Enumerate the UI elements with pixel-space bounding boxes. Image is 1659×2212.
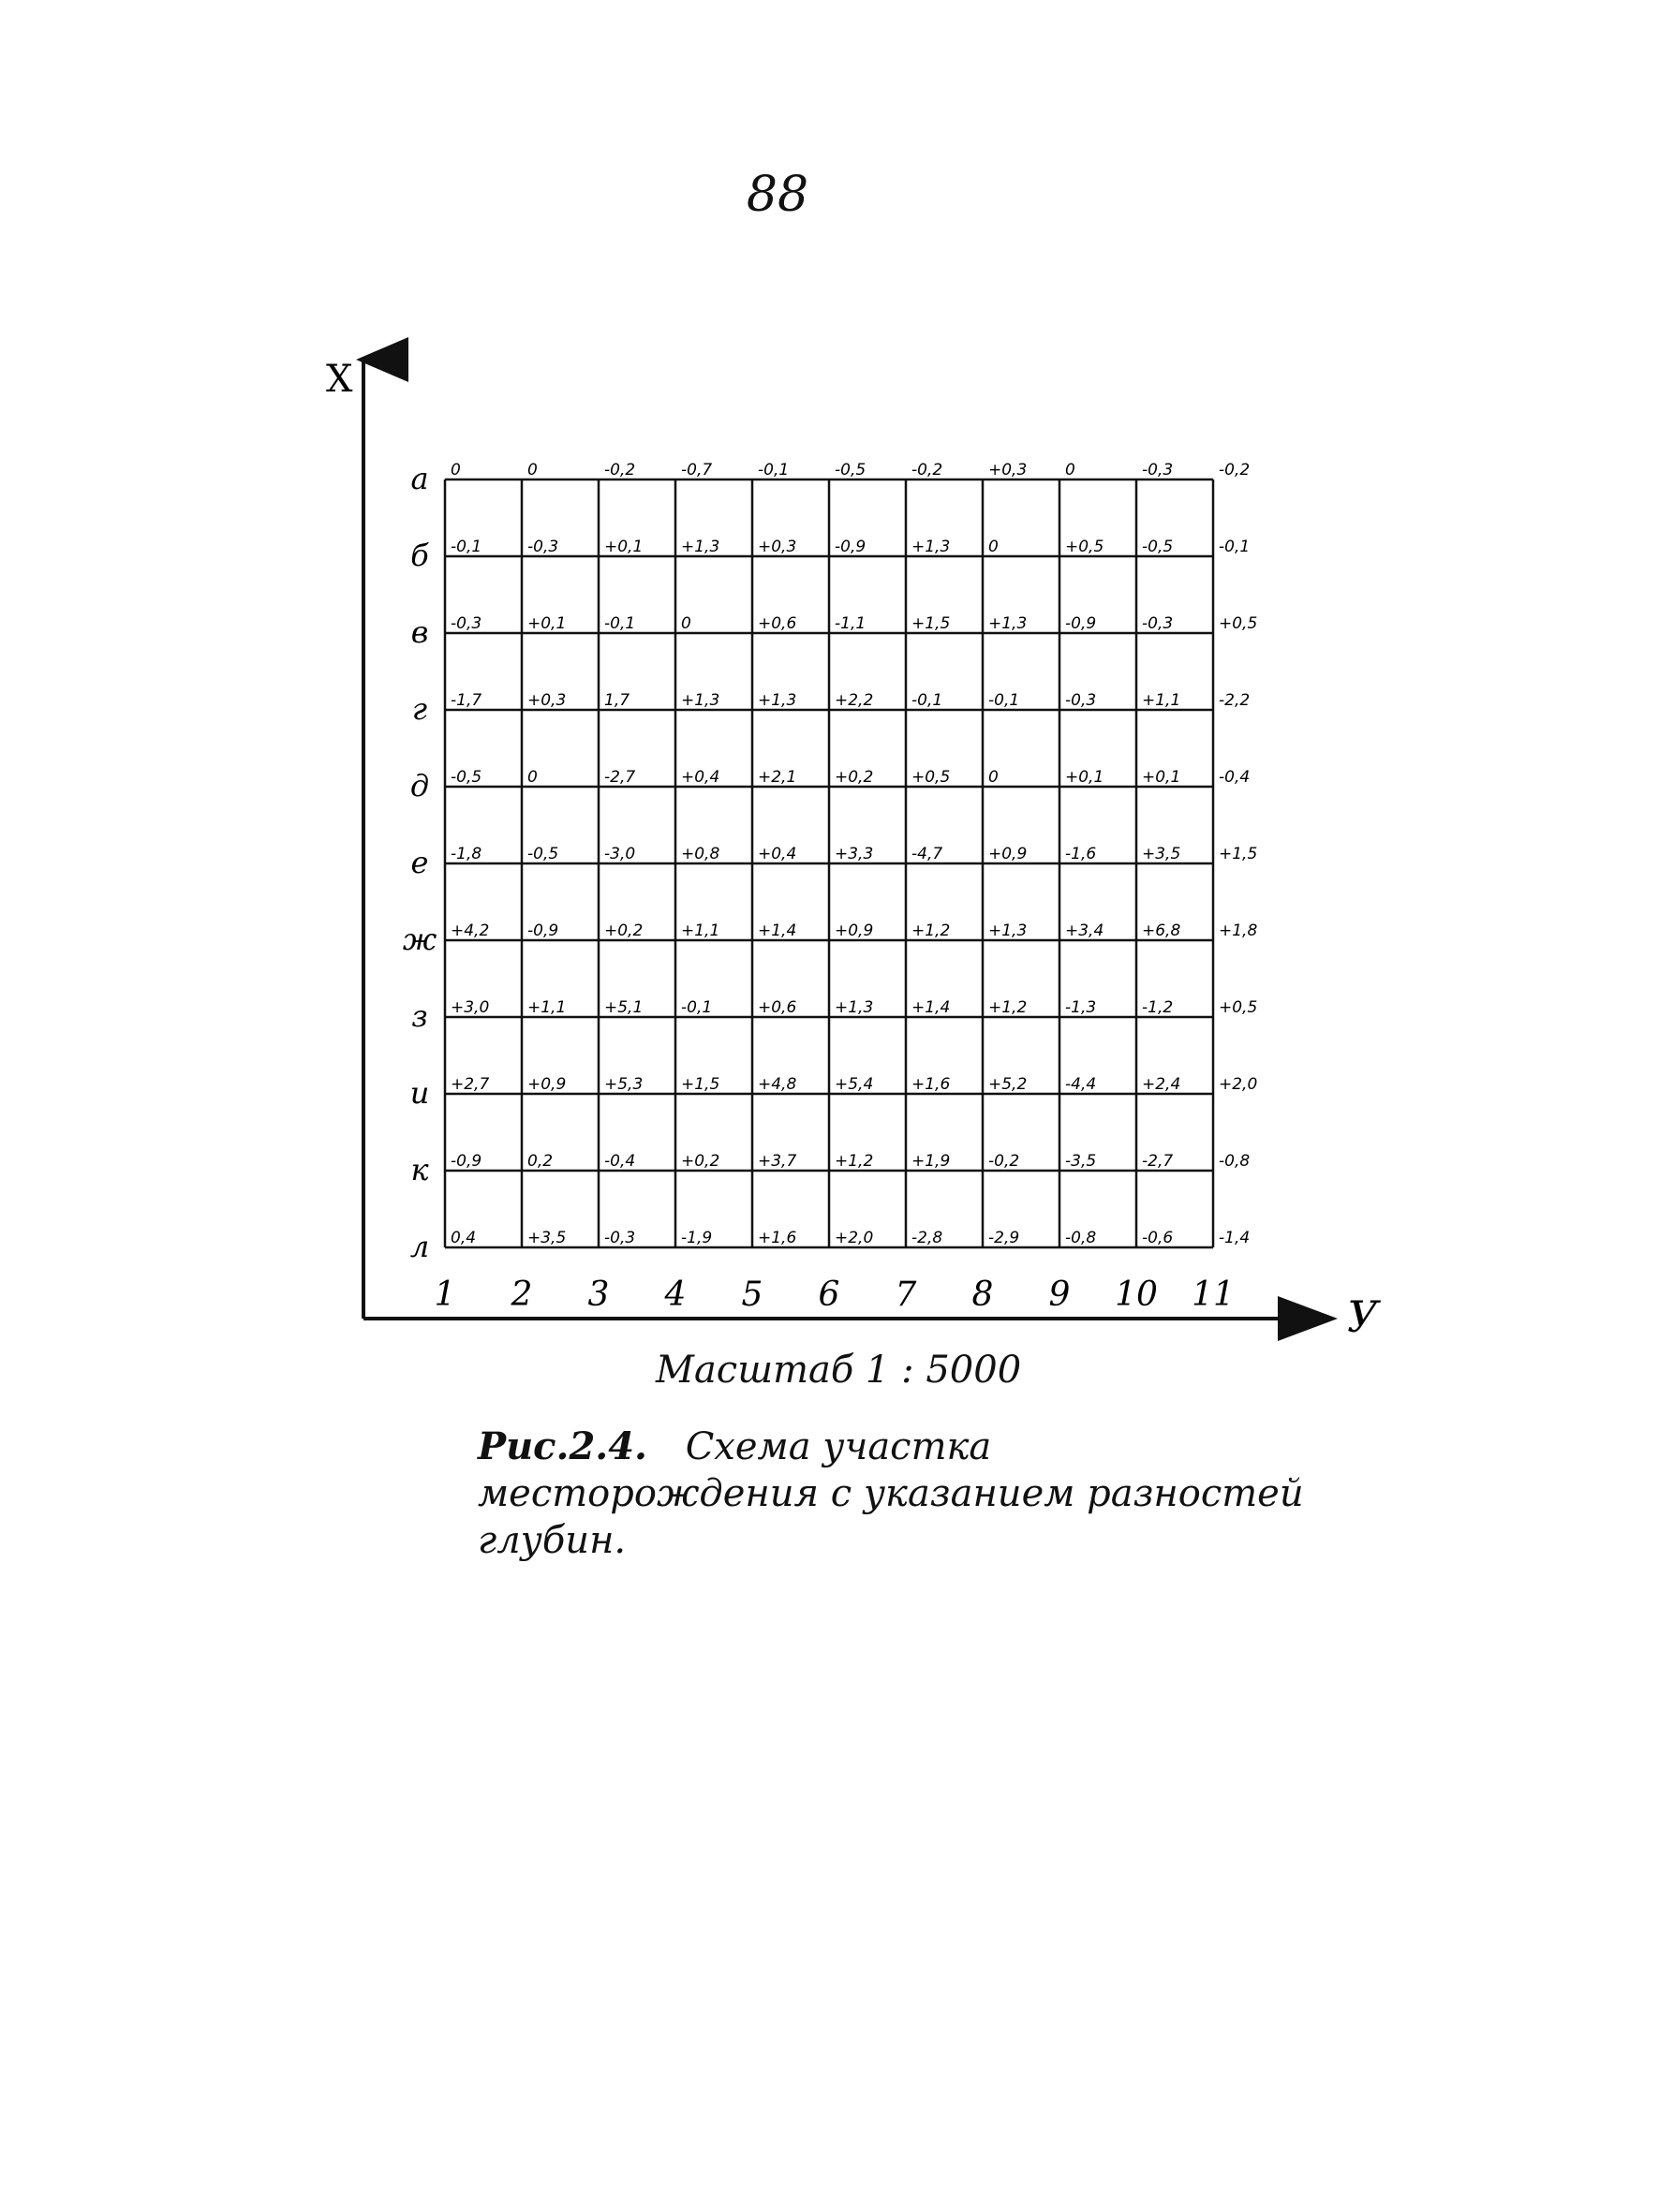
depth-value: -0,2 — [911, 461, 943, 479]
depth-value: +4,2 — [451, 922, 490, 940]
depth-value: -0,4 — [604, 1152, 636, 1171]
depth-value: +2,7 — [451, 1075, 490, 1094]
depth-value: 0,4 — [451, 1229, 477, 1247]
depth-value: +2,0 — [1219, 1075, 1258, 1094]
depth-value: -0,1 — [604, 614, 636, 633]
depth-value: +0,5 — [1219, 614, 1258, 633]
depth-value: -0,3 — [451, 614, 482, 633]
column-label: 8 — [971, 1276, 994, 1314]
depth-value: +3,4 — [1065, 922, 1104, 940]
depth-value: -1,9 — [681, 1229, 713, 1247]
figure-caption — [478, 1423, 1321, 1564]
depth-value: -0,5 — [527, 845, 559, 863]
depth-value: +1,1 — [527, 998, 567, 1017]
depth-value: -1,7 — [451, 691, 482, 710]
y-axis-label: У — [1347, 1291, 1379, 1342]
depth-value: +1,5 — [681, 1075, 720, 1094]
depth-value: +1,3 — [911, 538, 951, 556]
column-label: 2 — [511, 1276, 533, 1314]
row-label: е — [410, 845, 429, 880]
column-label: 3 — [587, 1276, 610, 1314]
depth-value: -0,1 — [911, 691, 943, 710]
depth-value: +3,5 — [1142, 845, 1181, 863]
depth-value: -2,9 — [988, 1229, 1020, 1247]
depth-value: -0,9 — [1065, 614, 1097, 633]
depth-value: +3,0 — [451, 998, 490, 1017]
depth-value: +1,4 — [758, 922, 797, 940]
depth-value: -1,3 — [1065, 998, 1097, 1017]
depth-value: -0,6 — [1142, 1229, 1174, 1247]
scale-label: Масштаб 1 : 5000 — [656, 1349, 1022, 1392]
row-label: в — [410, 614, 429, 650]
depth-value: -0,9 — [451, 1152, 482, 1171]
column-label: 7 — [895, 1276, 917, 1314]
depth-value: +1,3 — [988, 614, 1028, 633]
depth-value: -0,4 — [1219, 768, 1251, 787]
depth-value: +5,2 — [988, 1075, 1028, 1094]
figure-label: Рис.2.4. — [478, 1424, 647, 1468]
depth-value: 1,7 — [604, 691, 630, 710]
depth-value: -1,4 — [1219, 1229, 1251, 1247]
depth-value: -0,1 — [451, 538, 482, 556]
depth-value: -2,8 — [911, 1229, 943, 1247]
depth-value: +1,3 — [681, 538, 720, 556]
depth-value: +0,8 — [681, 845, 720, 863]
depth-value: +0,6 — [758, 998, 797, 1017]
depth-value: +1,2 — [988, 998, 1028, 1017]
column-label: 6 — [818, 1276, 840, 1314]
row-label: л — [409, 1229, 430, 1264]
depth-value: +5,1 — [604, 998, 644, 1017]
depth-value: -0,8 — [1065, 1229, 1097, 1247]
row-label: з — [411, 998, 428, 1034]
depth-value: -0,3 — [604, 1229, 636, 1247]
depth-value: 0 — [1065, 461, 1075, 479]
depth-value: 0 — [451, 461, 461, 479]
depth-value: +1,2 — [835, 1152, 874, 1171]
depth-value: +5,4 — [835, 1075, 874, 1094]
row-label: г — [411, 691, 428, 727]
depth-value: +1,6 — [758, 1229, 797, 1247]
depth-value: -0,9 — [835, 538, 867, 556]
depth-value: 0 — [681, 614, 691, 633]
column-label: 9 — [1048, 1276, 1071, 1314]
column-label: 5 — [741, 1276, 763, 1314]
depth-value: -0,5 — [1142, 538, 1174, 556]
depth-value: -0,1 — [758, 461, 790, 479]
depth-value: +1,1 — [1142, 691, 1181, 710]
depth-value: +1,6 — [911, 1075, 951, 1094]
depth-value: +0,1 — [604, 538, 644, 556]
depth-value: -3,5 — [1065, 1152, 1097, 1171]
figure-caption-text: Схема участка месторождения с указанием разностей глубин. — [478, 1425, 1304, 1562]
depth-value: -0,3 — [1065, 691, 1097, 710]
depth-value: -0,3 — [1142, 614, 1174, 633]
depth-value: 0 — [988, 768, 999, 787]
depth-value: 0 — [988, 538, 999, 556]
depth-value: +0,9 — [527, 1075, 567, 1094]
depth-value: +3,7 — [758, 1152, 797, 1171]
depth-value: -0,1 — [1219, 538, 1251, 556]
depth-value: -0,3 — [1142, 461, 1174, 479]
depth-value: -0,1 — [988, 691, 1020, 710]
depth-value: +1,9 — [911, 1152, 951, 1171]
depth-value: +0,5 — [1065, 538, 1104, 556]
depth-value: -0,5 — [835, 461, 867, 479]
row-label: к — [410, 1152, 429, 1187]
depth-value: +6,8 — [1142, 922, 1181, 940]
depth-value: +0,6 — [758, 614, 797, 633]
depth-value: -3,0 — [604, 845, 636, 863]
depth-value: +2,1 — [758, 768, 797, 787]
depth-value: -0,3 — [527, 538, 559, 556]
page-number: 88 — [746, 167, 809, 223]
depth-value: +0,5 — [911, 768, 951, 787]
depth-value: +1,3 — [835, 998, 874, 1017]
row-label: д — [409, 768, 430, 804]
depth-value: +3,5 — [527, 1229, 567, 1247]
depth-value: -0,2 — [604, 461, 636, 479]
row-label: б — [410, 538, 429, 573]
depth-value: +1,2 — [911, 922, 951, 940]
depth-value: -0,2 — [1219, 461, 1251, 479]
depth-value: -2,2 — [1219, 691, 1251, 710]
depth-value: +1,5 — [1219, 845, 1258, 863]
depth-value: -1,1 — [835, 614, 867, 633]
depth-value: +0,3 — [527, 691, 567, 710]
depth-value: 0 — [527, 461, 538, 479]
column-label: 4 — [664, 1276, 687, 1314]
depth-value: -0,5 — [451, 768, 482, 787]
depth-value: +0,4 — [758, 845, 797, 863]
depth-value: +1,4 — [911, 998, 951, 1017]
depth-value: +0,1 — [1142, 768, 1181, 787]
depth-value: +0,2 — [681, 1152, 720, 1171]
depth-value: +2,0 — [835, 1229, 874, 1247]
depth-value: +0,9 — [835, 922, 874, 940]
column-label: 10 — [1115, 1276, 1158, 1314]
depth-value: +0,5 — [1219, 998, 1258, 1017]
depth-value: +1,3 — [681, 691, 720, 710]
depth-value: +1,8 — [1219, 922, 1258, 940]
depth-value: +2,4 — [1142, 1075, 1181, 1094]
depth-value: +0,2 — [835, 768, 874, 787]
depth-value: +2,2 — [835, 691, 874, 710]
depth-value: -4,7 — [911, 845, 943, 863]
x-axis-label: X — [326, 358, 353, 401]
depth-value: -0,2 — [988, 1152, 1020, 1171]
depth-value: +0,1 — [1065, 768, 1104, 787]
depth-value: +0,9 — [988, 845, 1028, 863]
depth-value: +1,5 — [911, 614, 951, 633]
row-label: ж — [402, 922, 437, 957]
depth-value: +1,1 — [681, 922, 720, 940]
row-label: а — [410, 461, 429, 496]
depth-value: +4,8 — [758, 1075, 797, 1094]
depth-value: -0,7 — [681, 461, 713, 479]
depth-value: +0,3 — [988, 461, 1028, 479]
depth-value: -2,7 — [604, 768, 636, 787]
depth-value: -4,4 — [1065, 1075, 1097, 1094]
depth-value: -1,6 — [1065, 845, 1097, 863]
depth-value: -0,8 — [1219, 1152, 1251, 1171]
depth-value: +1,3 — [988, 922, 1028, 940]
depth-value: 0 — [527, 768, 538, 787]
depth-value: +5,3 — [604, 1075, 644, 1094]
depth-value: +3,3 — [835, 845, 874, 863]
depth-value: +0,4 — [681, 768, 720, 787]
depth-value: 0,2 — [527, 1152, 554, 1171]
depth-value: +0,1 — [527, 614, 567, 633]
depth-value: -0,9 — [527, 922, 559, 940]
depth-value: -2,7 — [1142, 1152, 1174, 1171]
depth-value: -1,8 — [451, 845, 482, 863]
depth-value: +0,2 — [604, 922, 644, 940]
column-label: 1 — [434, 1276, 456, 1314]
depth-value: -1,2 — [1142, 998, 1174, 1017]
depth-value: -0,1 — [681, 998, 713, 1017]
row-label: и — [409, 1075, 430, 1111]
column-label: 11 — [1192, 1276, 1235, 1314]
depth-value: +1,3 — [758, 691, 797, 710]
depth-value: +0,3 — [758, 538, 797, 556]
